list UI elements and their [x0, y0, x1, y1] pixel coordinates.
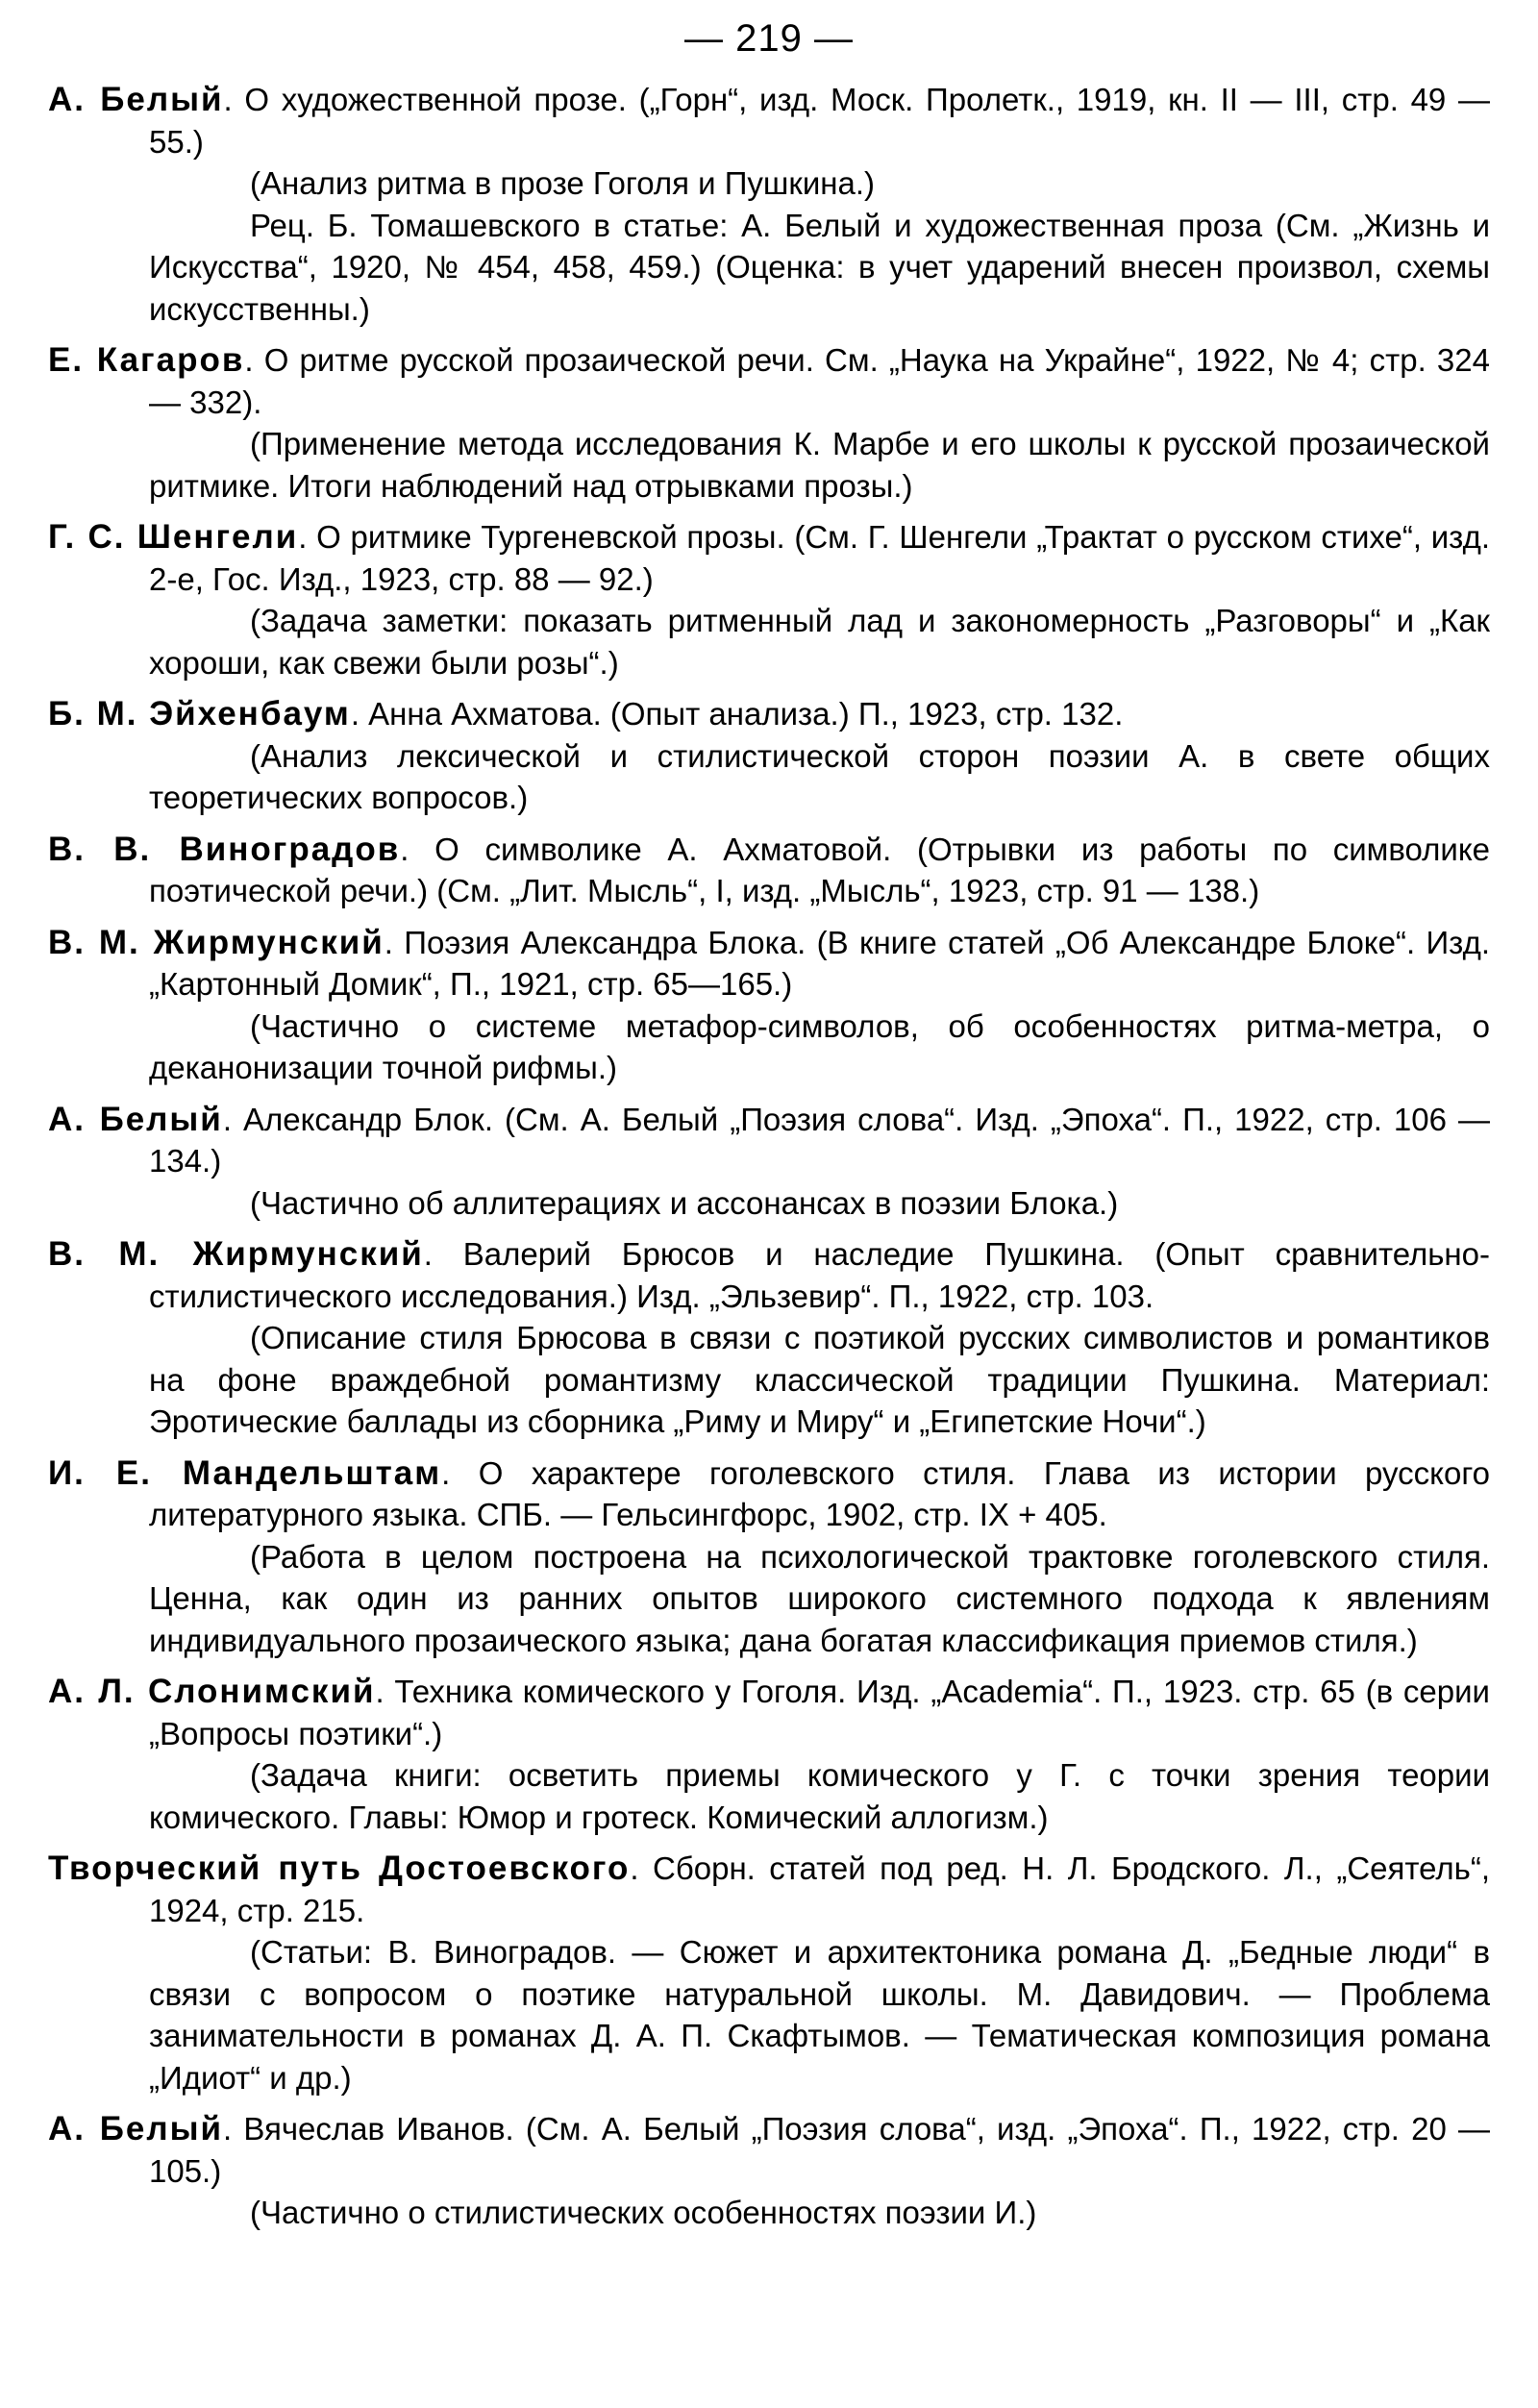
bibliography-list [48, 79, 1490, 2234]
bibliography-entry [48, 1452, 1490, 1662]
entry-annotation: (Статьи: В. Виноградов. — Сюжет и архитектоника романа Д. „Бедные люди“ в связи с вопросом о поэтике натуральной школы. М. Давидович. — Проблема занимательности в романах Д. А. П. Скафтымов. — Тематическая композиция романа „Идиот“ и др.) [149, 1934, 1490, 2096]
entry-annotation: (Частично о стилистических особенностях поэзии И.) [250, 2195, 1037, 2230]
entry-citation [48, 79, 1490, 162]
entry-annotation: (Работа в целом построена на психологической трактовке гоголевского стиля. Ценна, как один из ранних опытов широкого системного подхода к явлениям индивидуального прозаического языка; дана богатая классификация приемов стиля.) [149, 1538, 1490, 1658]
bibliography-entry [48, 693, 1490, 819]
entry-title-text: . О символике А. Ахматовой. (Отрывки из работы по символике поэтической речи.) (См. „Лит. Мысль“, I, изд. „Мысль“, 1923, стр. 91 — 138.) [149, 831, 1490, 908]
entry-title-text: . О ритме русской прозаической речи. См. „Наука на Украйне“, 1922, № 4; стр. 324 — 332). [149, 342, 1490, 420]
entry-citation [48, 693, 1490, 735]
entry-author: Е. Кагаров [48, 341, 245, 379]
entry-title-text: . Вячеслав Иванов. (См. А. Белый „Поэзия слова“, изд. „Эпоха“. П., 1922, стр. 20 — 105.) [149, 2111, 1490, 2189]
entry-citation [48, 339, 1490, 423]
entry-citation [48, 1452, 1490, 1536]
entry-citation [48, 1099, 1490, 1182]
entry-title-text: . О характере гоголевского стиля. Глава из истории русского литературного языка. СПБ. — Гельсингфорс, 1902, стр. IX + 405. [149, 1454, 1490, 1532]
entry-citation [48, 516, 1490, 600]
entry-annotation: (Задача заметки: показать ритменный лад и закономерность „Разговоры“ и „Как хороши, как свежи были розы“.) [149, 603, 1490, 681]
entry-annotation: (Частично об аллитерациях и ассонансах в поэзии Блока.) [250, 1184, 1119, 1221]
bibliography-entry [48, 516, 1490, 683]
entry-title-text: . Техника комического у Гоголя. Изд. „Academia“. П., 1923. стр. 65 (в серии „Вопросы поэтики“.) [149, 1674, 1490, 1751]
entry-citation [48, 1671, 1490, 1754]
entry-annotation: (Описание стиля Брюсова в связи с поэтикой русских символистов и романтиков на фоне враждебной романтизму классической традиции Пушкина. Материал: Эротические баллады из сборника „Риму и Миру“ и „Египетские Ночи“.) [149, 1320, 1490, 1439]
page-number: — 219 — [684, 17, 854, 60]
entry-author: В. М. Жирмунский [48, 1235, 424, 1273]
entry-author: В. М. Жирмунский [48, 923, 384, 961]
entry-citation [48, 922, 1490, 1005]
entry-citation [48, 1233, 1490, 1317]
bibliography-entry [48, 2108, 1490, 2234]
entry-annotation: (Задача книги: осветить приемы комического у Г. с точки зрения теории комического. Главы: Юмор и гротеск. Комический аллогизм.) [149, 1757, 1490, 1835]
entry-title-text: . Сборн. статей под ред. Н. Л. Бродского. Л., „Сеятель“, 1924, стр. 215. [149, 1850, 1490, 1928]
bibliography-entry [48, 339, 1490, 507]
bibliography-entry [48, 1848, 1490, 2098]
entry-author: Творческий путь Достоевского [48, 1849, 631, 1887]
entry-annotation: (Анализ лексической и стилистической сторон поэзии А. в свете общих теоретических вопросов.) [149, 737, 1490, 815]
entry-author: В. В. Виноградов [48, 830, 401, 868]
entry-title-text: . О ритмике Тургеневской прозы. (См. Г. Шенгели „Трактат о русском стихе“, изд. 2-е, Гос. Изд., 1923, стр. 88 — 92.) [149, 519, 1490, 597]
entry-citation [48, 2108, 1490, 2192]
entry-author: Г. С. Шенгели [48, 518, 299, 556]
bibliography-entry [48, 829, 1490, 912]
entry-author: А. Белый [48, 2110, 223, 2147]
entry-citation [48, 829, 1490, 912]
entry-citation [48, 1848, 1490, 1931]
bibliography-entry [48, 1233, 1490, 1443]
entry-author: И. Е. Мандельштам [48, 1453, 442, 1492]
entry-author: А. Л. Слонимский [48, 1673, 376, 1710]
entry-annotation: (Применение метода исследования К. Марбе и его школы к русской прозаической ритмике. Итоги наблюдений над отрывками прозы.) [149, 426, 1490, 504]
entry-title-text: . Валерий Брюсов и наследие Пушкина. (Опыт сравнительно-стилистического исследования.) Изд. „Эльзевир“. П., 1922, стр. 103. [149, 1236, 1490, 1314]
entry-title-text: . Александр Блок. (См. А. Белый „Поэзия слова“. Изд. „Эпоха“. П., 1922, стр. 106 — 134.) [149, 1101, 1490, 1179]
entry-title-text: . Анна Ахматова. (Опыт анализа.) П., 1923, стр. 132. [350, 696, 1124, 732]
bibliography-entry [48, 1671, 1490, 1838]
bibliography-entry [48, 922, 1490, 1089]
bibliography-entry [48, 79, 1490, 330]
entry-author: А. Белый [48, 81, 224, 118]
entry-annotation: (Частично о системе метафор-символов, об особенностях ритма-метра, о деканонизации точной рифмы.) [149, 1007, 1490, 1085]
entry-annotation: (Анализ ритма в прозе Гоголя и Пушкина.) [250, 165, 876, 201]
entry-author: А. Белый [48, 1100, 223, 1138]
entry-title-text: . О художественной прозе. („Горн“, изд. Моск. Пролетк., 1919, кн. II — III, стр. 49 — 55.) [149, 82, 1490, 160]
entry-author: Б. М. Эйхенбаум [48, 695, 351, 732]
bibliography-entry [48, 1099, 1490, 1225]
bibliography-page [48, 12, 1490, 2244]
entry-title-text: . Поэзия Александра Блока. (В книге статей „Об Александре Блоке“. Изд. „Картонный Домик“, П., 1921, стр. 65—165.) [149, 924, 1490, 1002]
entry-annotation: Рец. Б. Томашевского в статье: А. Белый и художественная проза (См. „Жизнь и Искусства“, 1920, № 454, 458, 459.) (Оценка: в учет ударений внесен произвол, схемы искусственны.) [149, 207, 1490, 327]
